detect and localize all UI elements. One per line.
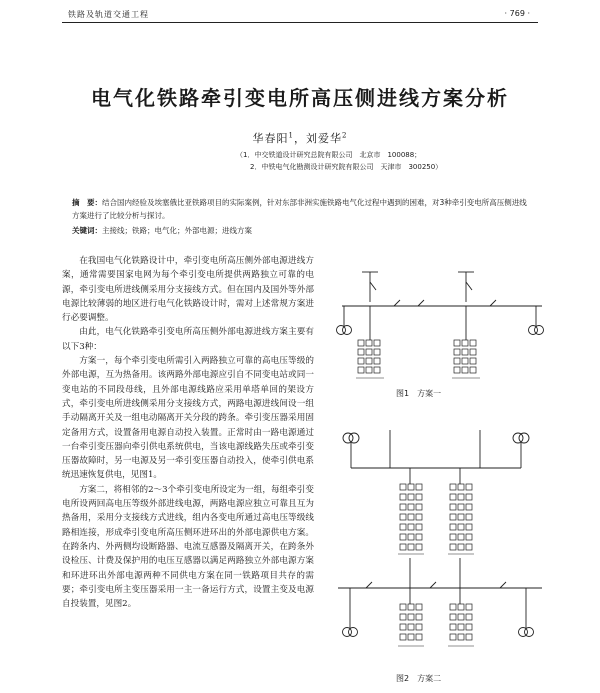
figure-2-caption: 图2 方案二 bbox=[396, 674, 442, 683]
figure-1-caption: 图1 方案一 bbox=[396, 389, 442, 398]
abstract-text: 结合国内经验及埃塞俄比亚铁路项目的实际案例，针对东部非洲实施铁路电气化过程中遇到的困难，对3种牵引变电所高压侧进线方案进行了比较分析与探讨。 bbox=[72, 198, 527, 220]
figure-2-diagram bbox=[330, 428, 550, 664]
journal-name: 铁路及轨道交通工程 bbox=[68, 10, 149, 19]
keywords bbox=[72, 224, 534, 237]
author-2: 刘爱华 bbox=[306, 132, 342, 145]
body-text bbox=[62, 254, 314, 611]
figure-1-diagram bbox=[330, 268, 550, 390]
author-separator: ， bbox=[294, 132, 306, 145]
keywords-text: 主接线；铁路；电气化；外部电源；进线方案 bbox=[102, 226, 252, 235]
article-title: 电气化铁路牵引变电所高压侧进线方案分析 bbox=[91, 86, 509, 110]
paragraph: 在我国电气化铁路设计中，牵引变电所高压侧外部电源进线方案，通常需要国家电网为每个牵引变电所提供两路独立可靠的电源，牵引变电所进线侧采用分支接线方式。但在国内及国外等外部电源比较薄弱的地区进行电气化铁路设计时，需对上述常规方案进行必要调整。 bbox=[62, 256, 314, 324]
paragraph: 由此，电气化铁路牵引变电所高压侧外部电源进线方案主要有以下3种： bbox=[62, 327, 314, 352]
paragraph: 方案二，将相邻的2～3个牵引变电所设定为一组，每组牵引变电所设两回高电压等级外部进线电源，两路电源应独立可靠且互为热备用，采用分支接线方式进线，组内各变电所通过高电压等级线路相连接，形成牵引变电所高压侧环进环出的外部电源供电方案。在跨条内、外两侧均设断路器、电流互感器及隔离开关，在跨条外设检压、计费及保护用的电压互感器以满足两路独立外部电源方案和环进环出外部电源两种不同供电方案在同一铁路项目共存的需要；牵引变电所主变压器采用一主一备运行方式，设置主变及电源自投装置，见图2。 bbox=[62, 484, 314, 610]
paragraph: 方案一，每个牵引变电所需引入两路独立可靠的高电压等级的外部电源，互为热备用。该两路外部电源应引自不同变电站或同一变电站的不同段母线，且外部电源线路应采用单塔单回的架设方式，牵引变电所进线侧采用分支接线方式，两路电源进线间设一组手动隔离开关及一组电动隔离开关分段的跨条。牵引变压器采用固定备用方式，设置备用电源自动投入装置。正常时由一路电源通过一台牵引变压器向牵引供电系统供电，当该电源线路失压或牵引变压器故障时，另一电源及另一牵引变压器自动投入，使牵引供电系统迅速恢复供电，见图1。 bbox=[62, 356, 314, 481]
page-number: · 769 · bbox=[504, 9, 530, 18]
affiliation-2: 2．中铁电气化勘测设计研究院有限公司 天津市 300250） bbox=[250, 163, 443, 171]
author-2-mark: 2 bbox=[342, 131, 348, 140]
author-line bbox=[0, 130, 600, 146]
abstract-label: 摘 要： bbox=[72, 198, 102, 207]
header-rule bbox=[62, 22, 538, 23]
author-1-mark: 1 bbox=[288, 131, 294, 140]
abstract bbox=[72, 196, 534, 222]
author-1: 华春阳 bbox=[252, 132, 289, 145]
keywords-label: 关键词： bbox=[72, 226, 102, 235]
affiliation-1: （1．中交铁道设计研究总院有限公司 北京市 100088； bbox=[236, 151, 422, 159]
